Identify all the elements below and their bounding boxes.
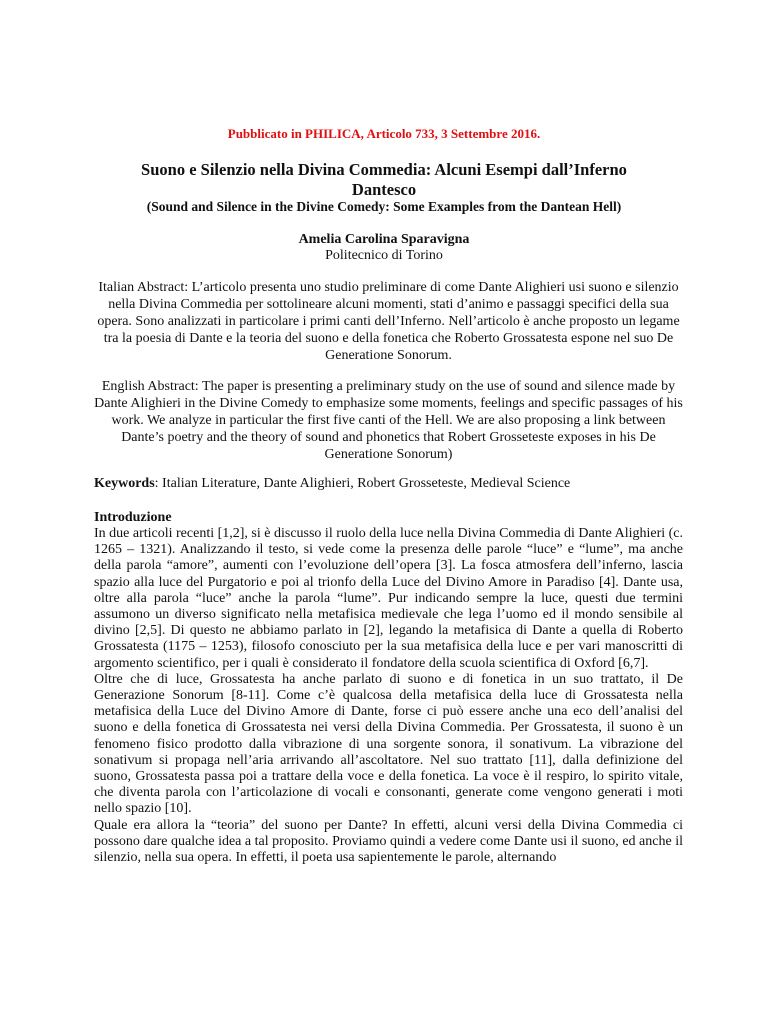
paper-title: Suono e Silenzio nella Divina Commedia: Alcuni Esempi dall’Inferno Dantesco	[141, 160, 627, 199]
intro-paragraph: In due articoli recenti [1,2], si è discusso il ruolo della luce nella Divina Commedia di Dante Alighieri (c. 1265 – 1321). Analizzando il testo, si vede come la presenza delle parole “luce” e “lume”, ma anche della parola “amore”, aumenti con l’evoluzione dell’opera [3]. La fosca atmosfera dell’inferno, lascia spazio alla luce del Purgatorio e poi al trionfo della Luce del Divino Amore in Paradiso [4]. Dante usa, oltre alla parola “luce” anche la parola “lume”. Pur indicando sempre la luce, questi due termini assumono un diverso significato nella metafisica medievale che lega l’uomo ed il mondo sensibile al divino [2,5]. Di questo ne abbiamo parlato in [2], legando la metafisica di Dante a quella di Roberto Grossatesta (1175 – 1253), filosofo conosciuto per la sua metafisica della luce e per vari manoscritti di argomento scientifico, per i quali è considerato il fondatore della scuola scientifica di Oxford [6,7].	[94, 526, 683, 671]
section-heading-introduzione: Introduzione	[94, 510, 172, 525]
abstract-italian: Italian Abstract: L’articolo presenta uno studio preliminare di come Dante Alighieri usi suono e silenzio nella Divina Commedia per sottolineare alcuni momenti, stati d’animo e passaggi specifici della sua opera. Sono analizzati in particolare i primi canti dell’Inferno. Nell’articolo è anche proposto un legame tra la poesia di Dante e la teoria del suono e della fonetica che Roberto Grossatesta espone nel suo De Generatione Sonorum.	[97, 280, 680, 363]
keywords-text: : Italian Literature, Dante Alighieri, Robert Grosseteste, Medieval Science	[154, 476, 571, 491]
abstract-english: English Abstract: The paper is presenting a preliminary study on the use of sound and silence made by Dante Alighieri in the Divine Comedy to emphasize some moments, feelings and specific passages of his work. We analyze in particular the first five canti of the Hell. We are also proposing a link between Dante’s poetry and the theory of sound and phonetics that Robert Grosseteste exposes in his De Generatione Sonorum)	[94, 379, 683, 462]
keywords-label: Keywords	[94, 476, 155, 491]
intro-paragraph: Quale era allora la “teoria” del suono per Dante? In effetti, alcuni versi della Divina Commedia ci possono dare qualche idea a tal proposito. Proviamo quindi a vedere come Dante usi il suono, ed anche il silenzio, nella sua opera. In effetti, il poeta usa sapientemente le parole, alternando	[94, 817, 683, 866]
publication-note: Pubblicato in PHILICA, Articolo 733, 3 Settembre 2016.	[227, 126, 541, 141]
intro-paragraph: Oltre che di luce, Grossatesta ha anche parlato di suono e di fonetica in un suo trattato, il De Generazione Sonorum [8-11]. Come c’è qualcosa della metafisica della luce di Grossatesta nella metafisica della Luce del Divino Amore di Dante, forse ci può essere anche una eco dell’analisi del suono e della fonetica di Grossatesta nei versi della Divina Commedia. Per Grossatesta, il suono è un fenomeno fisico prodotto dalla vibrazione di una sorgente sonora, il sonativum. La vibrazione del sonativum si propaga nell’aria arrivando all’ascoltatore. Nel suo trattato [11], dalla definizione del suono, Grossatesta passa poi a trattare della voce e della fonetica. La voce è il respiro, lo spirito vitale, che diventa parola con l’articolazione di vocali e consonanti, generate come vengono generati i moti nello spazio [10].	[94, 671, 683, 817]
keywords-line	[94, 476, 683, 492]
paper-subtitle: (Sound and Silence in the Divine Comedy: Some Examples from the Dantean Hell)	[146, 199, 622, 214]
author-name: Amelia Carolina Sparavigna	[298, 232, 470, 247]
introduction-body	[94, 526, 683, 866]
author-affiliation: Politecnico di Torino	[325, 248, 443, 263]
